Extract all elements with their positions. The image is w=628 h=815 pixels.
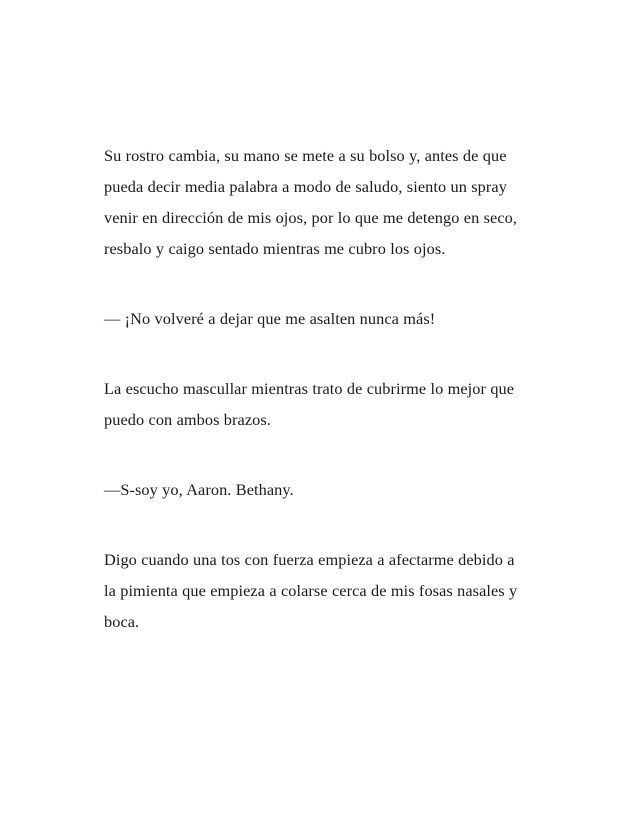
paragraph-narrative-1: Su rostro cambia, su mano se mete a su bolso y, antes de que pueda decir media palabra a modo de saludo, siento un spray venir en dirección de mis ojos, por lo que me detengo en seco, resbalo y caigo sentado mientras me cubro los ojos. <box>104 146 518 258</box>
paragraph-dialogue-1: — ¡No volveré a dejar que me asalten nunca más! <box>104 309 436 328</box>
text-column <box>104 140 518 637</box>
paragraph-dialogue-2: —S-soy yo, Aaron. Bethany. <box>104 480 294 499</box>
paragraph-narrative-2: La escucho mascullar mientras trato de cubrirme lo mejor que puedo con ambos brazos. <box>104 379 515 429</box>
paragraph-narrative-3: Digo cuando una tos con fuerza empieza a afectarme debido a la pimienta que empieza a colarse cerca de mis fosas nasales y boca. <box>104 550 518 631</box>
